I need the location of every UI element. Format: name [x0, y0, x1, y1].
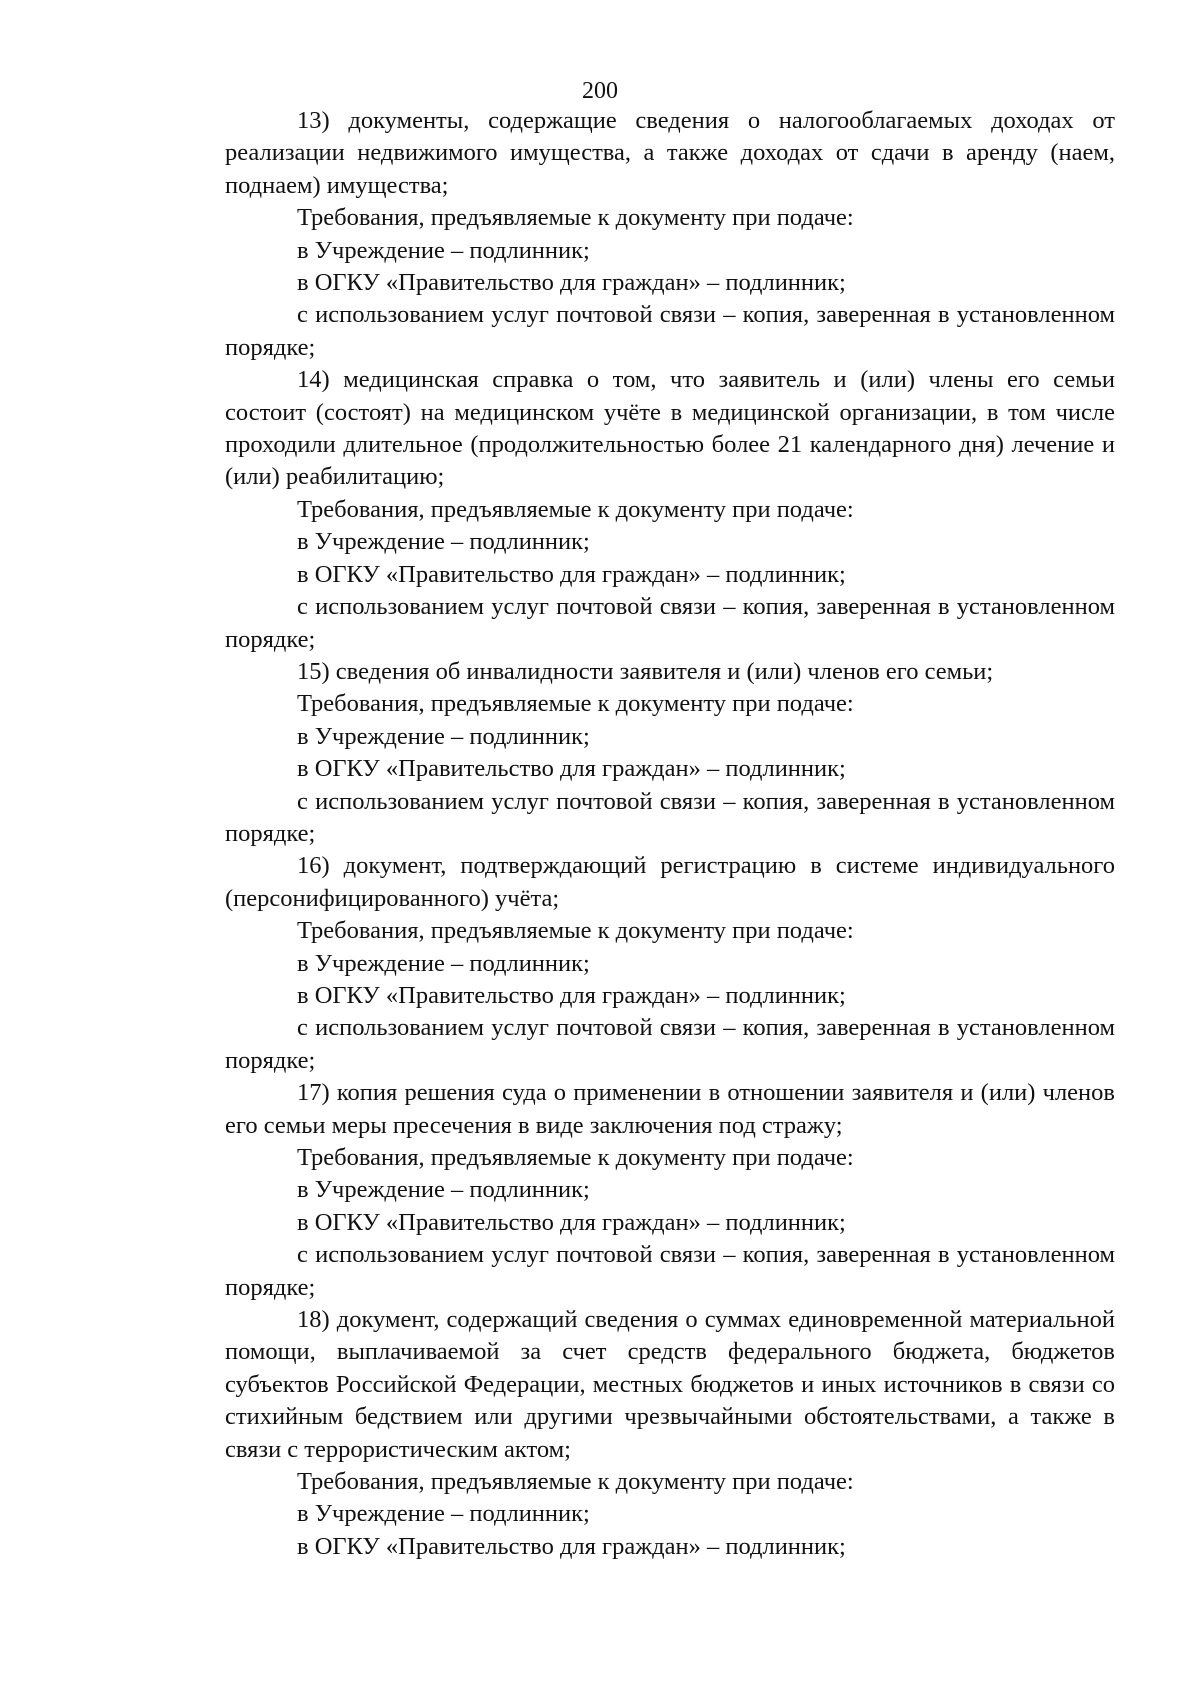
paragraph-16-item: 16) документ, подтверждающий регистрацию в системе индивидуального (персонифицированного) учёта; — [225, 852, 1115, 912]
paragraph-postal-copy: с использованием услуг почтовой связи – копия, заверенная в установленном порядке; — [225, 787, 1115, 847]
paragraph-17-item: 17) копия решения суда о применении в отношении заявителя и (или) членов его семьи меры пресечения в виде заключения под стражу; — [225, 1079, 1115, 1139]
paragraph-institution-original: в Учреждение – подлинник; — [297, 722, 590, 750]
paragraph-15-item: 15) сведения об инвалидности заявителя и (или) членов его семьи; — [297, 657, 994, 685]
paragraph-institution-original: в Учреждение – подлинник; — [297, 1176, 590, 1204]
paragraph-13-item: 13) документы, содержащие сведения о налогооблагаемых доходах от реализации недвижимого имущества, а также доходах от сдачи в аренду (наем, поднаем) имущества; — [225, 107, 1115, 199]
paragraph-postal-copy: с использованием услуг почтовой связи – копия, заверенная в установленном порядке; — [225, 593, 1115, 653]
paragraph-ogku-original: в ОГКУ «Правительство для граждан» – подлинник; — [297, 269, 846, 297]
paragraph-requirements-heading: Требования, предъявляемые к документу при подаче: — [297, 1144, 854, 1171]
paragraph-ogku-original: в ОГКУ «Правительство для граждан» – подлинник; — [297, 1208, 846, 1236]
paragraph-requirements-heading: Требования, предъявляемые к документу при подаче: — [297, 690, 854, 718]
page-number: 200 — [582, 78, 618, 104]
paragraph-requirements-heading: Требования, предъявляемые к документу при подаче: — [297, 1468, 854, 1496]
paragraph-institution-original: в Учреждение – подлинник; — [297, 949, 590, 977]
paragraph-ogku-original: в ОГКУ «Правительство для граждан» – подлинник; — [297, 560, 846, 588]
paragraph-ogku-original: в ОГКУ «Правительство для граждан» – подлинник; — [297, 755, 846, 783]
paragraph-institution-original: в Учреждение – подлинник; — [297, 528, 590, 556]
paragraph-ogku-original: в ОГКУ «Правительство для граждан» – подлинник; — [297, 1532, 846, 1560]
paragraph-postal-copy: с использованием услуг почтовой связи – копия, заверенная в установленном порядке; — [225, 301, 1115, 361]
paragraph-requirements-heading: Требования, предъявляемые к документу при подаче: — [297, 204, 854, 232]
paragraph-requirements-heading: Требования, предъявляемые к документу при подаче: — [297, 917, 854, 945]
paragraph-postal-copy: с использованием услуг почтовой связи – копия, заверенная в установленном порядке; — [225, 1241, 1115, 1301]
paragraph-requirements-heading: Требования, предъявляемые к документу при подаче: — [297, 495, 854, 523]
paragraph-ogku-original: в ОГКУ «Правительство для граждан» – подлинник; — [297, 981, 846, 1009]
paragraph-institution-original: в Учреждение – подлинник; — [297, 1500, 590, 1528]
paragraph-14-item: 14) медицинская справка о том, что заявитель и (или) члены его семьи состоит (состоят) на медицинском учёте в медицинской организации, в том числе проходили длительное (продолжительностью более 21 календарного дня) лечение и (или) реабилитацию; — [225, 366, 1115, 491]
paragraph-postal-copy: с использованием услуг почтовой связи – копия, заверенная в установленном порядке; — [225, 1014, 1115, 1074]
paragraph-18-item: 18) документ, содержащий сведения о суммах единовременной материальной помощи, выплачиваемой за счет средств федерального бюджета, бюджетов субъектов Российской Федерации, местных бюджетов и иных источников в связи со стихийным бедствием или другими чрезвычайными обстоятельствами, а также в связи с террористическим актом; — [225, 1306, 1115, 1463]
document-body — [225, 105, 1115, 1563]
paragraph-institution-original: в Учреждение – подлинник; — [297, 236, 590, 264]
